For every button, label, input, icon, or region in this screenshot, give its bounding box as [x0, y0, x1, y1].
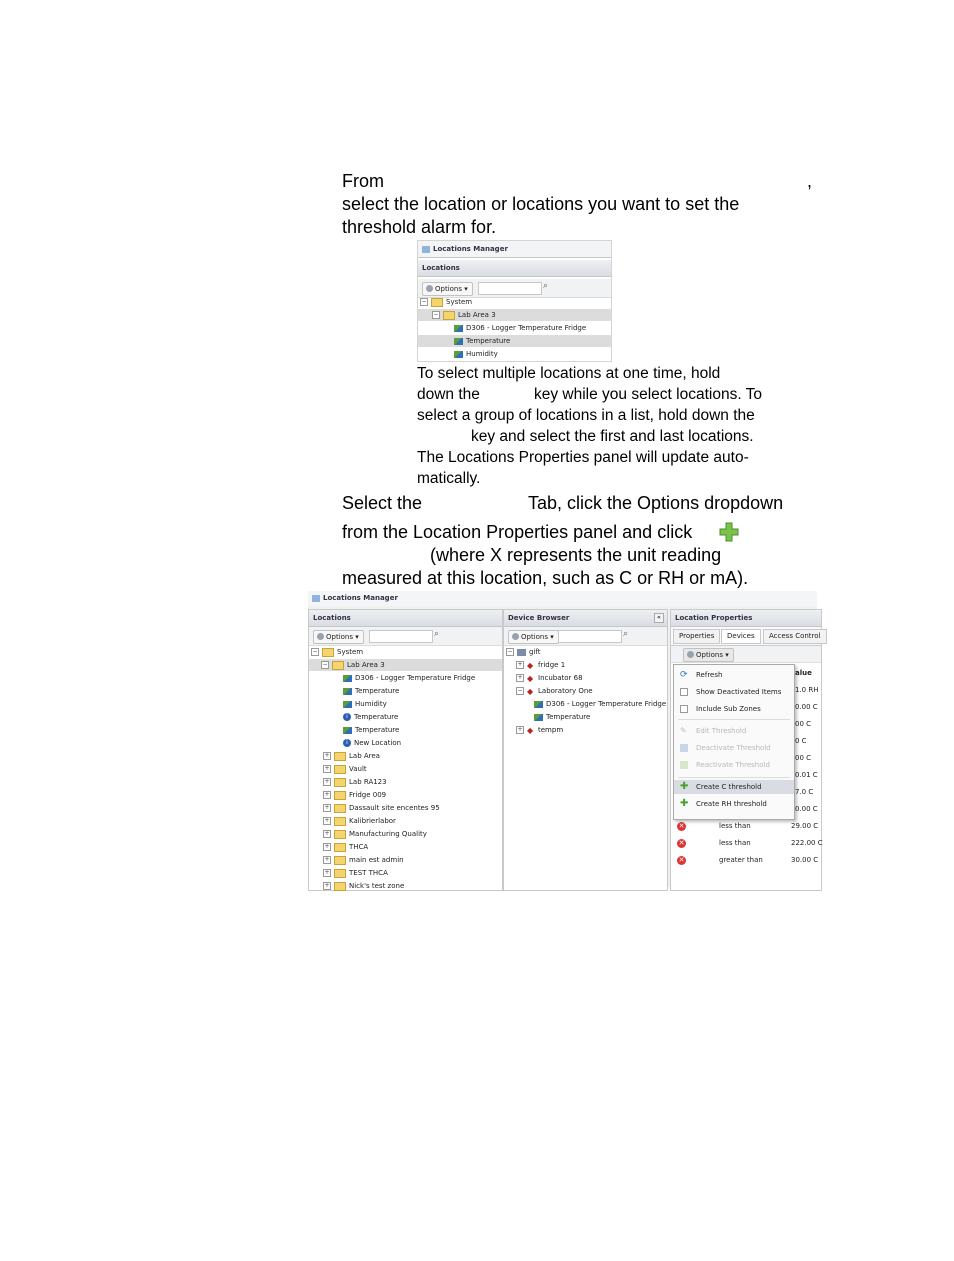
tree-item[interactable]: Temperature [343, 724, 399, 736]
value-cell: 0.00 C [795, 703, 818, 711]
menu-item-deactivate-threshold[interactable]: Deactivate Threshold [674, 741, 794, 755]
tree-item[interactable]: + ◆ fridge 1 [517, 660, 566, 670]
remove-icon: ✕ [678, 838, 685, 847]
note-line-3: select a group of locations in a list, hold down the [417, 407, 755, 424]
folder-icon [334, 869, 346, 878]
menu-item-create-rh-threshold[interactable]: ✚ Create RH threshold [680, 798, 767, 809]
note-line-5: The Locations Properties panel will update auto- [417, 449, 749, 466]
refresh-icon: ⟳ [680, 670, 688, 680]
threshold-row[interactable]: ✕ less than 222.00 C [678, 838, 823, 847]
tree-item[interactable]: i Temperature [343, 711, 398, 723]
threshold-row[interactable]: ✕ greater than 30.00 C [678, 855, 819, 864]
step2-line-3: (where X represents the unit reading [430, 545, 722, 565]
large-window-title: Locations Manager [308, 591, 817, 606]
tree-item[interactable]: Humidity [343, 698, 387, 710]
tree-item[interactable]: i New Location [343, 737, 401, 749]
reactivate-icon [680, 761, 688, 769]
locations-panel-title: Locations [309, 610, 502, 627]
tree-item[interactable]: + Dassault site encentes 95 [324, 804, 440, 812]
small-search-input[interactable] [478, 282, 542, 295]
chart-icon [343, 727, 352, 734]
tree-item[interactable]: + Lab Area [324, 752, 380, 760]
menu-divider [678, 719, 790, 720]
checkbox-icon [680, 688, 688, 696]
remove-icon: ✕ [678, 821, 685, 830]
network-icon [517, 649, 526, 656]
menu-item-edit-threshold[interactable]: ✎ Edit Threshold [680, 726, 747, 735]
step2-line-2: from the Location Properties panel and click [342, 522, 693, 542]
small-window-title: Locations Manager [418, 241, 611, 258]
info-icon: i [343, 713, 351, 721]
note-line-2b: key while you select locations. To [534, 386, 763, 403]
tree-item[interactable]: D306 - Logger Temperature Fridge [343, 672, 475, 684]
tree-item[interactable]: − Lab Area 3 [418, 309, 611, 321]
tree-item[interactable]: + ◆ tempm [517, 725, 564, 735]
plus-icon: ✚ [680, 798, 689, 809]
search-icon[interactable]: ⌕ [543, 281, 549, 291]
tree-item[interactable]: + TEST THCA [324, 869, 388, 877]
step2-line-1a: Select the [342, 493, 423, 513]
device-icon: ◆ [527, 725, 534, 735]
value-cell: 0 C [795, 737, 807, 745]
tree-item[interactable]: + Manufacturing Quality [324, 830, 427, 838]
tree-item[interactable]: − System [312, 648, 364, 656]
chart-icon [454, 325, 463, 332]
tree-item[interactable]: + Nick's test zone [324, 882, 405, 890]
tree-item[interactable]: + main est admin [324, 856, 404, 864]
note-line-6: matically. [417, 470, 481, 487]
remove-icon: ✕ [678, 855, 685, 864]
window-icon [312, 595, 320, 602]
intro-line-2: select the location or locations you want to set the [342, 194, 740, 214]
small-locations-screenshot [417, 240, 612, 362]
folder-icon [322, 648, 334, 657]
folder-icon [334, 856, 346, 865]
value-cell: 1.0 RH [795, 686, 819, 694]
folder-icon [334, 817, 346, 826]
value-column-header: alue [795, 669, 812, 677]
tree-item[interactable]: + THCA [324, 843, 369, 851]
menu-item-show-deactivated[interactable]: Show Deactivated Items [674, 685, 794, 699]
menu-divider [678, 777, 790, 778]
folder-icon [334, 765, 346, 774]
search-icon[interactable]: ⌕ [623, 629, 629, 639]
folder-icon [334, 752, 346, 761]
search-icon[interactable]: ⌕ [434, 629, 440, 639]
folder-icon [443, 311, 455, 320]
plus-icon: ✚ [680, 781, 689, 792]
tree-item[interactable]: + Kalibrierlabor [324, 817, 396, 825]
intro-line-3: threshold alarm for. [342, 217, 497, 237]
edit-icon: ✎ [680, 726, 687, 735]
tree-item[interactable]: Humidity [454, 348, 498, 360]
chart-icon [534, 701, 543, 708]
chart-icon [343, 675, 352, 682]
locations-search-input[interactable] [369, 630, 433, 643]
device-browser-title: Device Browser « [504, 610, 667, 627]
folder-icon [332, 661, 344, 670]
folder-icon [334, 791, 346, 800]
menu-item-refresh[interactable]: ⟳ Refresh [680, 670, 723, 680]
tree-item[interactable]: Temperature [343, 685, 399, 697]
folder-icon [431, 298, 443, 307]
chart-icon [343, 688, 352, 695]
menu-item-include-sub-zones[interactable]: Include Sub Zones [674, 702, 794, 716]
options-dropdown-menu [673, 664, 795, 820]
folder-icon [334, 882, 346, 891]
tree-item[interactable]: − ◆ Laboratory One [517, 686, 593, 696]
value-cell: 00 C [795, 754, 812, 762]
deactivate-icon [680, 744, 688, 752]
properties-options-button[interactable]: Options ▾ [683, 648, 734, 662]
location-properties-title: Location Properties [671, 610, 821, 627]
chart-icon [343, 701, 352, 708]
device-search-input[interactable] [558, 630, 622, 643]
device-icon: ◆ [527, 660, 534, 670]
note-line-1: To select multiple locations at one time, hold [417, 365, 721, 382]
locations-panel [308, 609, 503, 891]
chart-icon [454, 351, 463, 358]
location-properties-panel [670, 609, 822, 891]
device-icon: ◆ [527, 673, 534, 683]
tree-item[interactable]: D306 - Logger Temperature Fridge [454, 322, 586, 334]
step2-line-1b: Tab, click the Options dropdown [528, 493, 784, 513]
plus-icon [719, 522, 739, 542]
tree-item[interactable]: − gift [507, 648, 541, 656]
tree-item[interactable]: + Vault [324, 765, 367, 773]
small-panel-title: Locations [418, 260, 611, 277]
threshold-row[interactable]: ✕ less than 29.00 C [678, 821, 819, 830]
tree-item[interactable]: + ◆ Incubator 68 [517, 673, 583, 683]
collapse-button[interactable]: « [654, 613, 664, 623]
intro-from: From [342, 171, 384, 191]
note-line-4: key and select the first and last locations. [471, 428, 754, 445]
folder-icon [334, 843, 346, 852]
tab-properties[interactable]: Properties [673, 629, 720, 644]
device-icon: ◆ [527, 686, 534, 696]
tab-devices[interactable]: Devices [721, 629, 761, 644]
small-options-button[interactable]: Options ▾ [422, 282, 473, 296]
tree-item[interactable]: + Fridge 009 [324, 791, 387, 799]
note-line-2a: down the [417, 386, 480, 403]
tree-item[interactable]: − Lab Area 3 [309, 659, 502, 671]
tree-item[interactable]: − System [421, 298, 473, 306]
menu-item-reactivate-threshold[interactable]: Reactivate Threshold [674, 758, 794, 772]
folder-icon [334, 804, 346, 813]
tab-access-control[interactable]: Access Control [763, 629, 827, 644]
folder-icon [334, 778, 346, 787]
intro-comma: , [807, 171, 813, 191]
chart-icon [454, 338, 463, 345]
step2-line-4: measured at this location, such as C or RH or mA). [342, 568, 749, 588]
value-cell: 0.00 C [795, 805, 818, 813]
locations-options-button[interactable]: Options ▾ [313, 630, 364, 644]
tree-item[interactable]: D306 - Logger Temperature Fridge [534, 698, 666, 710]
checkbox-icon [680, 705, 688, 713]
value-cell: 00 C [795, 720, 812, 728]
value-cell: 0.01 C [795, 771, 818, 779]
folder-icon [334, 830, 346, 839]
tree-item[interactable]: + Lab RA123 [324, 778, 387, 786]
device-options-button[interactable]: Options ▾ [508, 630, 559, 644]
tree-item[interactable]: Temperature [534, 711, 590, 723]
window-icon [422, 246, 430, 253]
menu-item-create-c-threshold[interactable]: ✚ Create C threshold [674, 780, 794, 794]
tree-item[interactable]: Temperature [418, 335, 611, 347]
large-locations-screenshot [308, 591, 823, 890]
info-icon: i [343, 739, 351, 747]
device-browser-panel [503, 609, 668, 891]
chart-icon [534, 714, 543, 721]
value-cell: 7.0 C [795, 788, 814, 796]
